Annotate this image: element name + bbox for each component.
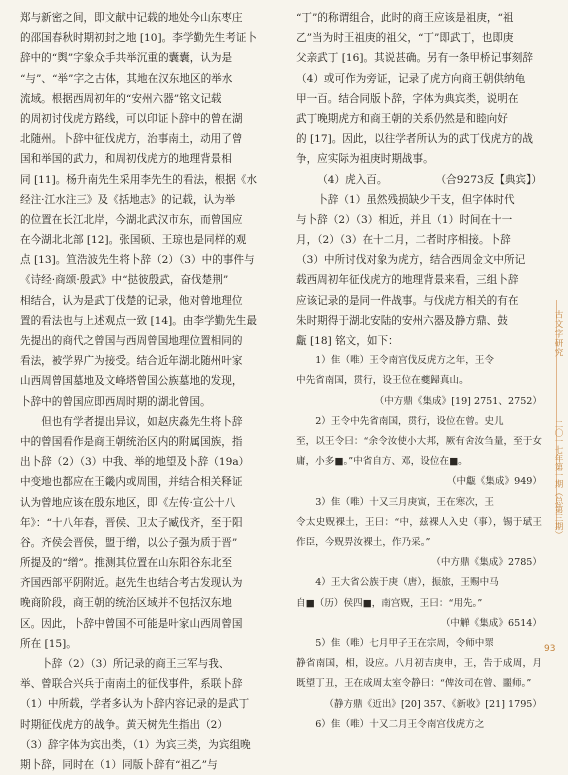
inscription-citation: （中甗《集成》949） [446, 476, 542, 488]
text-line: 武丁晚期虎方和商王朝的关系仍然是和睦向好 [296, 112, 508, 125]
left-column [20, 8, 276, 775]
inscription-4-text: （4）虎入百。 [317, 173, 388, 186]
inscription-continuation: 自■（历）侯四■，南宫贶，王曰：“用先。” [296, 597, 483, 609]
text-line: 点 [13]。笪浩波先生将卜辞（2）（3）中的事件与 [20, 254, 255, 267]
text-line: （3）中所讨伐对象为虎方，结合西周金文中所记 [296, 254, 526, 267]
text-line: 的 [17]。因此，以往学者所认为的武丁伐虎方的战 [296, 133, 533, 146]
inscription-list [296, 351, 542, 735]
right-column [296, 8, 542, 735]
text-line: 晚商阶段，商王朝的统治区域并不包括汉东地 [20, 597, 232, 610]
inscription-continuation: 静省南国，相，设应。八月初吉庚申，王，告于成周，月既望丁丑，王在成周太室令静曰：“俾汝司在曾、噩师。” [296, 658, 542, 690]
inscription-line: 4）王大省公族于庚（唐），振旅，王赐中马 [315, 577, 499, 589]
inscription-line: 3）隹（唯）十又三月庚寅，王在寒次，王 [315, 496, 494, 508]
text-line: 出卜辞（2）（3）中我、举的地望及卜辞（19a） [20, 456, 250, 469]
text-line: 谷。齐侯会晋侯，盟于缯，以公子强为质于晋” [20, 536, 238, 549]
text-line: 置的看法也与上述观点一致 [14]。由李学勤先生最 [20, 314, 257, 327]
text-line: 山西周曾国墓地及文峰塔曾国公族墓地的发现， [20, 375, 243, 388]
inscription-line: 6）隹（唯）十又二月王令南宫伐虎方之 [315, 718, 485, 730]
issue-label: 二〇一七年第一期（总第三期） [553, 420, 563, 539]
text-line: “与”、“举”字之古体，其地在汉东地区的举水 [20, 72, 233, 85]
text-line: 与卜辞（2）（3）相近，并且（1）时间在十一 [296, 213, 513, 226]
right-body [296, 190, 542, 352]
text-line: 的位置在长江北岸，今湖北武汉市东，而曾国应 [20, 213, 243, 226]
text-line: 郑与新密之间，即文献中记载的地处今山东枣庄 [20, 12, 243, 24]
inscription-citation: （中觯《集成》6514） [440, 617, 542, 629]
text-line: 流域。根据西周初年的“安州六器”铭文记载 [20, 92, 222, 105]
text-line: 辞中的“舆”字象众手共举沉重的囊囊，认为是 [20, 52, 233, 65]
inscription-citation: （中方鼎《集成》[19] 2751、2752） [374, 395, 542, 407]
inscription-4-cite: （合9273反【典宾】） [435, 173, 542, 186]
inscription-continuation: 令太史贶裸土，王曰：“中，兹裸人入史（事），锡于珷王作臣，今贶畀汝裸土，作乃采。” [296, 516, 542, 548]
text-line: 在今湖北北部 [12]。张国硕、王琼也是同样的观 [20, 234, 247, 247]
text-line: 应该记录的是同一件战事。与伐虎方相关的有在 [296, 294, 519, 307]
text-line: 《诗经·商颂·殷武》中“挞彼殷武，奋伐楚荆” [20, 274, 229, 287]
text-line: 区。因此，卜辞中曾国不可能是叶家山西周曾国 [20, 617, 243, 630]
text-line: 中变地也都应在王畿内或周围，并结合相关释证 [20, 476, 243, 489]
text-line: 所提及的“缯”。推测其位置在山东阳谷东北至 [20, 557, 233, 570]
text-line: 的邵国春秋时期初封之地 [10]。李学勤先生考证卜 [20, 32, 257, 45]
text-line: 乙”当为时王祖庚的祖父，“丁”即武丁，也即庚 [296, 32, 514, 45]
text-line: 卜辞（1）虽然残损缺少干支，但字体时代 [317, 193, 515, 206]
journal-name: 古文字研究 [553, 310, 563, 358]
text-line: 所在 [15]。 [20, 637, 77, 650]
text-line: 期卜辞，同时在（1）同版卜辞有“祖乙”与 [20, 758, 218, 771]
text-line: 北随州。卜辞中征伐虎方，治事南土，动用了曾 [20, 133, 243, 146]
inscription-line: 2）王令中先省南国，贯行，设位在曾。史儿 [315, 415, 504, 427]
text-line: 甗 [18] 铭文，如下： [296, 335, 399, 347]
text-line: 时期征伐虎方的战争。黄天树先生指出（2） [20, 718, 229, 731]
text-line: 载西周初年征伐虎方的地理背景来看，三组卜辞 [296, 274, 519, 287]
text-line: 齐国西部平阴附近。赵先生也结合考古发现认为 [20, 577, 243, 590]
inscription-4 [296, 170, 542, 190]
text-line: 卜辞（2）（3）所记录的商王三军与我、 [41, 658, 230, 670]
text-line: （3）辞字体为宾出类，（1）为宾三类，为宾组晚 [20, 738, 251, 751]
inscription-continuation: 中先省南国，贯行，设王位在夔歸真山。 [296, 375, 469, 387]
text-line: “丁”的称谓组合，此时的商王应该是祖庚，“祖 [296, 12, 514, 24]
inscription-continuation: 至，以王令曰：“余令汝使小大邦，厥有舍汝刍量，至于女庸，小多■。”中省自方、邓，设位在■。 [296, 435, 542, 468]
text-line: 月，（2）（3）在十二月，二者时序相接。卜辞 [296, 234, 511, 247]
text-line: 年》：“十八年春，晋侯、卫太子臧伐齐，至于阳 [20, 516, 243, 529]
page-number: 93 [544, 644, 556, 654]
text-line: 中的曾国看作是商王朝统治区内的附属国族，指 [20, 435, 243, 448]
text-line: 认为曾地应该在殷东地区，即《左传·宣公十八 [20, 496, 236, 509]
inscription-citation: （静方鼎《近出》[20] 357、《新收》[21] 1795） [324, 698, 542, 710]
text-line: 的周初讨伐虎方路线，可以印证卜辞中的曾在湖 [20, 112, 243, 125]
text-line: 同 [11]。杨升南先生采用李先生的看法，根据《水 [20, 173, 257, 186]
inscription-citation: （中方鼎《集成》2785） [431, 557, 542, 569]
text-line: 卜辞中的曾国应即西周时期的湖北曾国。 [20, 395, 211, 408]
text-line: 父亲武丁 [16]。其说甚确。另有一条甲桥记事刻辞 [296, 52, 533, 65]
text-line: （1）中所载，学者多认为卜辞内容记录的是武丁 [20, 698, 250, 711]
text-line: 先提出的商代之曾国与西周曾国地理位置相同的 [20, 335, 243, 347]
text-line: 举、曾联合兴兵于南南土的征伐事件，系联卜辞 [20, 678, 243, 691]
text-line: 看法，被学界广为接受。结合近年湖北随州叶家 [20, 355, 243, 368]
text-line: 国和举国的武力，和周初伐虎方的地理背景相 [20, 153, 232, 166]
text-line: （4）或可作为旁证，记录了虎方向商王朝供纳龟 [296, 72, 526, 85]
text-line: 甲一百。结合同版卜辞，字体为典宾类，说明在 [296, 92, 519, 105]
text-line: 争，应实际为祖庚时期战事。 [296, 153, 434, 166]
inscription-line: 5）隹（唯）七月甲子王在宗周，令师中眔 [315, 637, 494, 649]
text-line: 相结合，认为是武丁伐楚的记录，他对曾地理位 [20, 294, 243, 307]
right-intro [296, 8, 542, 170]
text-line: 朱时期得于湖北安陆的安州六器及静方鼎、鼓 [296, 314, 508, 327]
text-line: 但也有学者提出异议，如赵庆淼先生将卜辞 [41, 415, 243, 428]
text-line: 经注·江水注三》及《括地志》的记载，认为举 [20, 193, 236, 206]
inscription-line: 1）隹（唯）王令南宫伐反虎方之年，王令 [315, 355, 494, 367]
